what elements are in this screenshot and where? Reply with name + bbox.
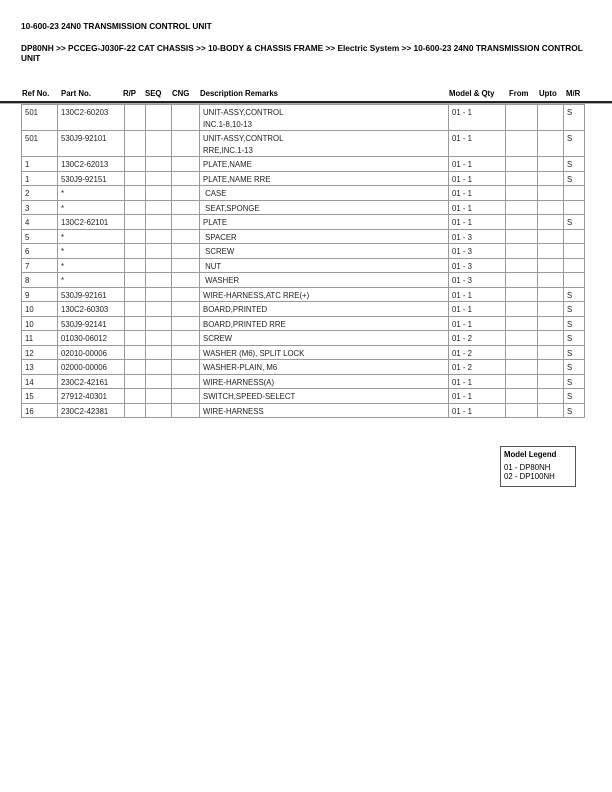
ref-no-cell: 11 xyxy=(22,331,58,346)
model-qty-cell: 01 - 1 xyxy=(449,200,506,215)
rp-cell xyxy=(125,287,146,302)
model-qty-cell: 01 - 3 xyxy=(449,244,506,259)
cng-cell xyxy=(172,331,200,346)
upto-cell xyxy=(538,215,564,230)
seq-cell xyxy=(146,360,172,375)
rp-cell xyxy=(125,229,146,244)
model-qty-cell: 01 - 2 xyxy=(449,331,506,346)
rp-cell xyxy=(125,403,146,418)
ref-no-cell: 5 xyxy=(22,229,58,244)
upto-cell xyxy=(538,244,564,259)
upto-cell xyxy=(538,157,564,172)
cng-cell xyxy=(172,273,200,288)
cng-cell xyxy=(172,157,200,172)
part-no-cell: 530J9-92141 xyxy=(58,316,125,331)
mr-cell: S xyxy=(564,157,585,172)
cng-cell xyxy=(172,345,200,360)
part-no-cell: * xyxy=(58,200,125,215)
mr-cell: S xyxy=(564,374,585,389)
from-cell xyxy=(506,200,538,215)
rp-cell xyxy=(125,302,146,317)
seq-cell xyxy=(146,258,172,273)
mr-cell xyxy=(564,229,585,244)
mr-cell: S xyxy=(564,360,585,375)
model-qty-cell: 01 - 1 xyxy=(449,131,506,157)
from-cell xyxy=(506,273,538,288)
table-row xyxy=(22,258,585,273)
upto-cell xyxy=(538,229,564,244)
from-cell xyxy=(506,374,538,389)
cng-cell xyxy=(172,374,200,389)
part-no-cell: 27912-40301 xyxy=(58,389,125,404)
mr-cell: S xyxy=(564,345,585,360)
seq-cell xyxy=(146,389,172,404)
upto-cell xyxy=(538,374,564,389)
seq-cell xyxy=(146,200,172,215)
description-line: WIRE-HARNESS(A) xyxy=(203,377,275,387)
description-line: UNIT-ASSY,CONTROL xyxy=(203,134,284,143)
parts-table xyxy=(21,104,585,418)
header-description: Description Remarks xyxy=(200,89,278,98)
mr-cell xyxy=(564,244,585,259)
part-no-cell: * xyxy=(58,273,125,288)
seq-cell xyxy=(146,171,172,186)
table-row xyxy=(22,331,585,346)
breadcrumb: DP80NH >> PCCEG-J030F-22 CAT CHASSIS >> 10-BODY & CHASSIS FRAME >> Electric System >> 10-600-23 24N0 TRANSMISSION CONTROL UNIT xyxy=(21,43,583,63)
cng-cell xyxy=(172,131,200,157)
model-qty-cell: 01 - 1 xyxy=(449,105,506,131)
header-cng: CNG xyxy=(172,89,190,98)
description-cell xyxy=(200,229,449,244)
ref-no-cell: 501 xyxy=(22,131,58,157)
seq-cell xyxy=(146,374,172,389)
cng-cell xyxy=(172,316,200,331)
table-row xyxy=(22,105,585,131)
description-line: SCREW xyxy=(203,247,235,256)
part-no-cell: 530J9-92151 xyxy=(58,171,125,186)
description-cell xyxy=(200,215,449,230)
description-line: PLATE,NAME RRE xyxy=(203,174,271,184)
description-line: SEAT,SPONGE xyxy=(203,203,260,213)
upto-cell xyxy=(538,287,564,302)
model-qty-cell: 01 - 1 xyxy=(449,157,506,172)
rp-cell xyxy=(125,331,146,346)
part-no-cell: 02010-00006 xyxy=(58,345,125,360)
ref-no-cell: 6 xyxy=(22,244,58,259)
description-line: WASHER-PLAIN, M6 xyxy=(203,363,278,372)
upto-cell xyxy=(538,331,564,346)
table-row xyxy=(22,171,585,186)
from-cell xyxy=(506,389,538,404)
ref-no-cell: 15 xyxy=(22,389,58,404)
header-ref-no: Ref No. xyxy=(22,89,50,98)
seq-cell xyxy=(146,302,172,317)
from-cell xyxy=(506,287,538,302)
rp-cell xyxy=(125,131,146,157)
mr-cell: S xyxy=(564,316,585,331)
from-cell xyxy=(506,331,538,346)
upto-cell xyxy=(538,131,564,157)
model-qty-cell: 01 - 1 xyxy=(449,403,506,418)
part-no-cell: 01030-06012 xyxy=(58,331,125,346)
model-qty-cell: 01 - 2 xyxy=(449,345,506,360)
cng-cell xyxy=(172,186,200,201)
mr-cell: S xyxy=(564,287,585,302)
seq-cell xyxy=(146,186,172,201)
mr-cell: S xyxy=(564,105,585,131)
upto-cell xyxy=(538,171,564,186)
part-no-cell: 530J9-92101 xyxy=(58,131,125,157)
header-upto: Upto xyxy=(539,89,557,98)
table-row xyxy=(22,244,585,259)
part-no-cell: 530J9-92161 xyxy=(58,287,125,302)
header-part-no: Part No. xyxy=(61,89,91,98)
ref-no-cell: 3 xyxy=(22,200,58,215)
model-qty-cell: 01 - 1 xyxy=(449,171,506,186)
header-from: From xyxy=(509,89,529,98)
cng-cell xyxy=(172,403,200,418)
description-cell xyxy=(200,287,449,302)
part-no-cell: 230C2-42381 xyxy=(58,403,125,418)
ref-no-cell: 12 xyxy=(22,345,58,360)
upto-cell xyxy=(538,302,564,317)
part-no-cell: 130C2-60303 xyxy=(58,302,125,317)
legend-title: Model Legend xyxy=(504,450,557,459)
description-line: SPACER xyxy=(203,232,237,242)
model-qty-cell: 01 - 1 xyxy=(449,302,506,317)
part-no-cell: 02000-00006 xyxy=(58,360,125,375)
upto-cell xyxy=(538,186,564,201)
header-seq: SEQ xyxy=(145,89,162,98)
mr-cell: S xyxy=(564,171,585,186)
upto-cell xyxy=(538,200,564,215)
description-cell xyxy=(200,331,449,346)
cng-cell xyxy=(172,244,200,259)
ref-no-cell: 8 xyxy=(22,273,58,288)
table-row xyxy=(22,374,585,389)
page-title: 10-600-23 24N0 TRANSMISSION CONTROL UNIT xyxy=(21,21,212,31)
mr-cell: S xyxy=(564,131,585,157)
upto-cell xyxy=(538,345,564,360)
description-line: SCREW xyxy=(203,334,233,343)
model-qty-cell: 01 - 3 xyxy=(449,258,506,273)
mr-cell: S xyxy=(564,389,585,404)
upto-cell xyxy=(538,105,564,131)
description-line: WIRE-HARNESS xyxy=(203,406,264,416)
cng-cell xyxy=(172,200,200,215)
ref-no-cell: 1 xyxy=(22,157,58,172)
from-cell xyxy=(506,157,538,172)
from-cell xyxy=(506,244,538,259)
part-no-cell: 230C2-42161 xyxy=(58,374,125,389)
rp-cell xyxy=(125,316,146,331)
table-row xyxy=(22,360,585,375)
from-cell xyxy=(506,360,538,375)
part-no-cell: * xyxy=(58,186,125,201)
from-cell xyxy=(506,186,538,201)
cng-cell xyxy=(172,258,200,273)
upto-cell xyxy=(538,316,564,331)
description-line: UNIT-ASSY,CONTROL xyxy=(203,108,284,117)
seq-cell xyxy=(146,403,172,418)
cng-cell xyxy=(172,229,200,244)
upto-cell xyxy=(538,360,564,375)
model-qty-cell: 01 - 1 xyxy=(449,287,506,302)
description-cell xyxy=(200,345,449,360)
from-cell xyxy=(506,105,538,131)
mr-cell: S xyxy=(564,403,585,418)
upto-cell xyxy=(538,258,564,273)
rp-cell xyxy=(125,171,146,186)
rp-cell xyxy=(125,105,146,131)
from-cell xyxy=(506,171,538,186)
mr-cell: S xyxy=(564,215,585,230)
upto-cell xyxy=(538,389,564,404)
from-cell xyxy=(506,229,538,244)
description-line: WASHER xyxy=(203,276,240,285)
mr-cell xyxy=(564,200,585,215)
rp-cell xyxy=(125,389,146,404)
description-cell xyxy=(200,374,449,389)
seq-cell xyxy=(146,331,172,346)
description-line: PLATE,NAME xyxy=(203,160,252,169)
description-line: CASE xyxy=(203,189,227,198)
mr-cell: S xyxy=(564,331,585,346)
description-remark-line: RRE,INC.1-13 xyxy=(203,145,253,155)
table-row xyxy=(22,403,585,418)
description-line: PLATE xyxy=(203,218,228,227)
from-cell xyxy=(506,131,538,157)
rp-cell xyxy=(125,374,146,389)
mr-cell xyxy=(564,186,585,201)
from-cell xyxy=(506,302,538,317)
description-line: BOARD,PRINTED RRE xyxy=(203,319,286,329)
ref-no-cell: 1 xyxy=(22,171,58,186)
table-row xyxy=(22,287,585,302)
part-no-cell: * xyxy=(58,244,125,259)
model-qty-cell: 01 - 1 xyxy=(449,316,506,331)
ref-no-cell: 9 xyxy=(22,287,58,302)
description-cell xyxy=(200,316,449,331)
part-no-cell: * xyxy=(58,258,125,273)
seq-cell xyxy=(146,105,172,131)
seq-cell xyxy=(146,316,172,331)
upto-cell xyxy=(538,273,564,288)
ref-no-cell: 4 xyxy=(22,215,58,230)
description-cell xyxy=(200,186,449,201)
model-qty-cell: 01 - 3 xyxy=(449,229,506,244)
table-row xyxy=(22,316,585,331)
model-qty-cell: 01 - 1 xyxy=(449,374,506,389)
table-row xyxy=(22,200,585,215)
seq-cell xyxy=(146,244,172,259)
table-row xyxy=(22,215,585,230)
header-mr: M/R xyxy=(566,89,581,98)
rp-cell xyxy=(125,157,146,172)
mr-cell xyxy=(564,258,585,273)
ref-no-cell: 7 xyxy=(22,258,58,273)
description-cell xyxy=(200,403,449,418)
model-qty-cell: 01 - 1 xyxy=(449,215,506,230)
part-no-cell: 130C2-60203 xyxy=(58,105,125,131)
seq-cell xyxy=(146,157,172,172)
from-cell xyxy=(506,258,538,273)
description-line: WIRE-HARNESS,ATC RRE(+) xyxy=(203,290,310,300)
description-cell xyxy=(200,360,449,375)
description-cell xyxy=(200,200,449,215)
from-cell xyxy=(506,345,538,360)
ref-no-cell: 16 xyxy=(22,403,58,418)
table-row xyxy=(22,131,585,157)
cng-cell xyxy=(172,389,200,404)
description-line: WASHER (M6), SPLIT LOCK xyxy=(203,348,305,358)
cng-cell xyxy=(172,287,200,302)
description-cell xyxy=(200,105,449,131)
cng-cell xyxy=(172,360,200,375)
from-cell xyxy=(506,215,538,230)
model-qty-cell: 01 - 1 xyxy=(449,389,506,404)
header-model-qty: Model & Qty xyxy=(449,89,495,98)
cng-cell xyxy=(172,105,200,131)
from-cell xyxy=(506,403,538,418)
rp-cell xyxy=(125,345,146,360)
model-qty-cell: 01 - 1 xyxy=(449,186,506,201)
seq-cell xyxy=(146,345,172,360)
seq-cell xyxy=(146,229,172,244)
seq-cell xyxy=(146,273,172,288)
ref-no-cell: 501 xyxy=(22,105,58,131)
description-cell xyxy=(200,258,449,273)
part-no-cell: 130C2-62013 xyxy=(58,157,125,172)
description-cell xyxy=(200,273,449,288)
part-no-cell: * xyxy=(58,229,125,244)
cng-cell xyxy=(172,215,200,230)
table-row xyxy=(22,345,585,360)
seq-cell xyxy=(146,215,172,230)
ref-no-cell: 14 xyxy=(22,374,58,389)
seq-cell xyxy=(146,287,172,302)
description-cell xyxy=(200,302,449,317)
rp-cell xyxy=(125,215,146,230)
description-remark-line: INC.1-8,10-13 xyxy=(203,119,252,129)
legend-item: 01 - DP80NH xyxy=(504,462,551,472)
legend-item: 02 - DP100NH xyxy=(504,472,555,481)
description-cell xyxy=(200,157,449,172)
model-qty-cell: 01 - 3 xyxy=(449,273,506,288)
cng-cell xyxy=(172,302,200,317)
description-cell xyxy=(200,131,449,157)
table-row xyxy=(22,273,585,288)
table-row xyxy=(22,302,585,317)
ref-no-cell: 13 xyxy=(22,360,58,375)
description-cell xyxy=(200,389,449,404)
header-rp: R/P xyxy=(123,89,136,98)
description-line: NUT xyxy=(203,261,222,271)
ref-no-cell: 10 xyxy=(22,316,58,331)
description-cell xyxy=(200,171,449,186)
from-cell xyxy=(506,316,538,331)
table-row xyxy=(22,389,585,404)
table-row xyxy=(22,186,585,201)
ref-no-cell: 2 xyxy=(22,186,58,201)
rp-cell xyxy=(125,186,146,201)
description-cell xyxy=(200,244,449,259)
mr-cell: S xyxy=(564,302,585,317)
rp-cell xyxy=(125,244,146,259)
ref-no-cell: 10 xyxy=(22,302,58,317)
model-qty-cell: 01 - 2 xyxy=(449,360,506,375)
rp-cell xyxy=(125,360,146,375)
table-row xyxy=(22,229,585,244)
description-line: BOARD,PRINTED xyxy=(203,305,268,314)
rp-cell xyxy=(125,200,146,215)
mr-cell xyxy=(564,273,585,288)
rp-cell xyxy=(125,273,146,288)
model-legend xyxy=(500,446,576,487)
rp-cell xyxy=(125,258,146,273)
description-line: SWITCH,SPEED-SELECT xyxy=(203,392,296,401)
seq-cell xyxy=(146,131,172,157)
table-row xyxy=(22,157,585,172)
cng-cell xyxy=(172,171,200,186)
upto-cell xyxy=(538,403,564,418)
part-no-cell: 130C2-62101 xyxy=(58,215,125,230)
